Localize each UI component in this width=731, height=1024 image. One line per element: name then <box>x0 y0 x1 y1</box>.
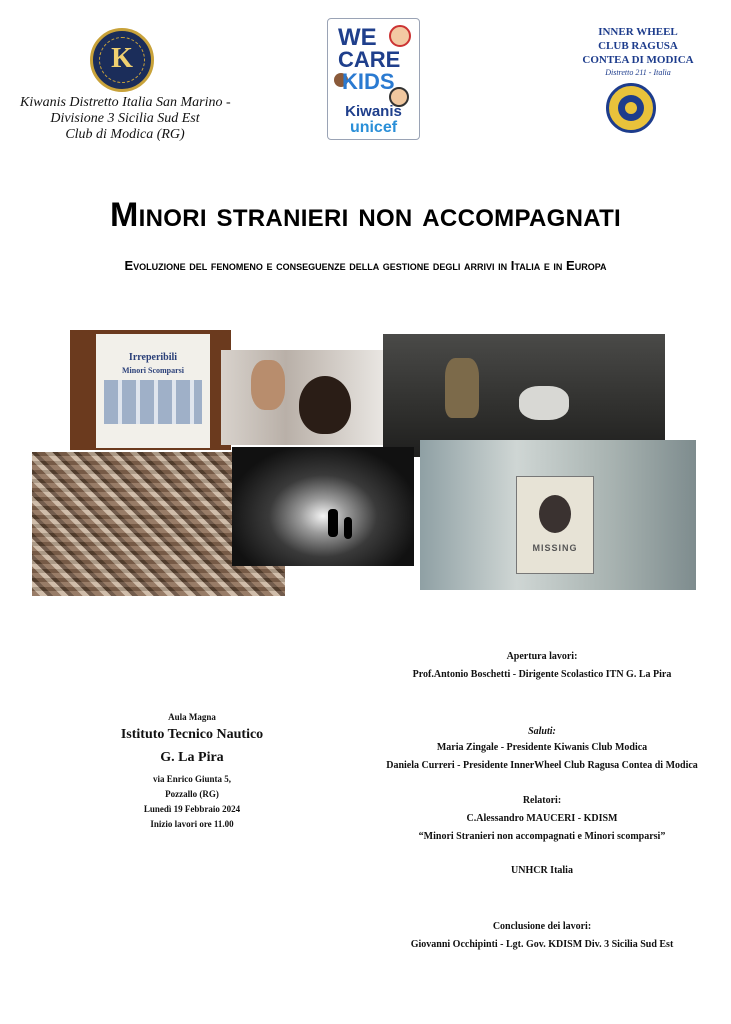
collage-photo-child-street <box>383 334 665 457</box>
opening-speaker: Prof.Antonio Boschetti - Dirigente Scolastico ITN G. La Pira <box>412 669 672 680</box>
inner-wheel-logo <box>606 83 656 133</box>
venue-address-line-1: via Enrico Giunta 5, <box>152 774 231 784</box>
closing-title: Conclusione dei lavori: <box>492 921 592 932</box>
inner-wheel-district: Distretto 211 - Italia <box>605 68 671 77</box>
we-care-word-1: WE <box>338 24 377 51</box>
collage-photo-missing-child <box>420 440 696 590</box>
poster-subtitle: Minori Scomparsi <box>122 366 184 375</box>
closing-speaker: Giovanni Occhipinti - Lgt. Gov. KDISM Div. 3 Sicilia Sud Est <box>410 939 674 950</box>
missing-child-face <box>539 495 571 533</box>
page-subtitle: Evoluzione del fenomeno e conseguenze della gestione degli arrivi in Italia e in Europa <box>124 258 607 273</box>
event-start-time: Inizio lavori ore 11.00 <box>150 819 234 829</box>
speakers-title: Relatori: <box>522 795 562 806</box>
poster-sheet <box>96 334 210 448</box>
kiwanis-club-line-1: Kiwanis Distretto Italia San Marino - <box>20 95 231 110</box>
event-date: Lunedì 19 Febbraio 2024 <box>143 804 241 814</box>
photo-hand <box>251 360 285 410</box>
greetings-title: Saluti: <box>528 726 556 737</box>
inner-wheel-line-2: CLUB RAGUSA <box>598 40 678 52</box>
we-care-brand: Kiwanis <box>345 103 402 120</box>
collage-photo-portrait <box>221 350 383 445</box>
speaker-1-talk: “Minori Stranieri non accompagnati e Minori scomparsi” <box>418 831 666 842</box>
inner-wheel-club-name <box>575 25 701 79</box>
photo-bag <box>519 386 569 420</box>
venue-address-line-2: Pozzallo (RG) <box>165 789 219 799</box>
collage-photo-poster <box>70 330 231 450</box>
photo-figure <box>328 509 338 537</box>
poster-images <box>104 380 202 424</box>
inner-wheel-line-1: INNER WHEEL <box>598 26 678 38</box>
greeting-speaker-2: Daniela Curreri - Presidente InnerWheel Club Ragusa Contea di Modica <box>386 760 698 771</box>
venue-school-line-2: G. La Pira <box>160 750 224 765</box>
page-title: Minori stranieri non accompagnati <box>110 196 621 234</box>
kiwanis-international-logo <box>90 28 154 92</box>
inner-wheel-line-3: CONTEA DI MODICA <box>582 54 694 66</box>
speaker-1: C.Alessandro MAUCERI - KDISM <box>466 813 618 824</box>
opening-title: Apertura lavori: <box>506 651 578 662</box>
greeting-speaker-1: Maria Zingale - Presidente Kiwanis Club Modica <box>436 742 648 753</box>
missing-label: MISSING <box>532 543 578 553</box>
kiwanis-logo-letter: K <box>111 43 133 74</box>
kiwanis-club-line-2: Divisione 3 Sicilia Sud Est <box>50 111 200 126</box>
missing-poster <box>516 476 594 574</box>
venue-hall: Aula Magna <box>168 712 216 722</box>
photo-person-head <box>299 376 351 434</box>
inner-wheel-logo-center <box>625 102 637 114</box>
kiwanis-club-name <box>20 95 230 143</box>
venue-school-line-1: Istituto Tecnico Nautico <box>120 727 264 742</box>
child-face-icon <box>389 25 411 47</box>
photo-figure <box>344 517 352 539</box>
we-care-partner: unicef <box>349 119 398 136</box>
we-care-kids-logo <box>327 18 420 140</box>
speaker-2: UNHCR Italia <box>511 865 573 876</box>
collage-photo-tunnel <box>232 447 414 566</box>
venue-info <box>112 709 272 832</box>
we-care-word-2: CARE <box>338 47 401 72</box>
photo-child <box>445 358 479 418</box>
poster-title: Irreperibili <box>128 352 178 363</box>
kiwanis-club-line-3: Club di Modica (RG) <box>65 127 185 142</box>
we-care-word-3: KIDS <box>342 69 395 94</box>
